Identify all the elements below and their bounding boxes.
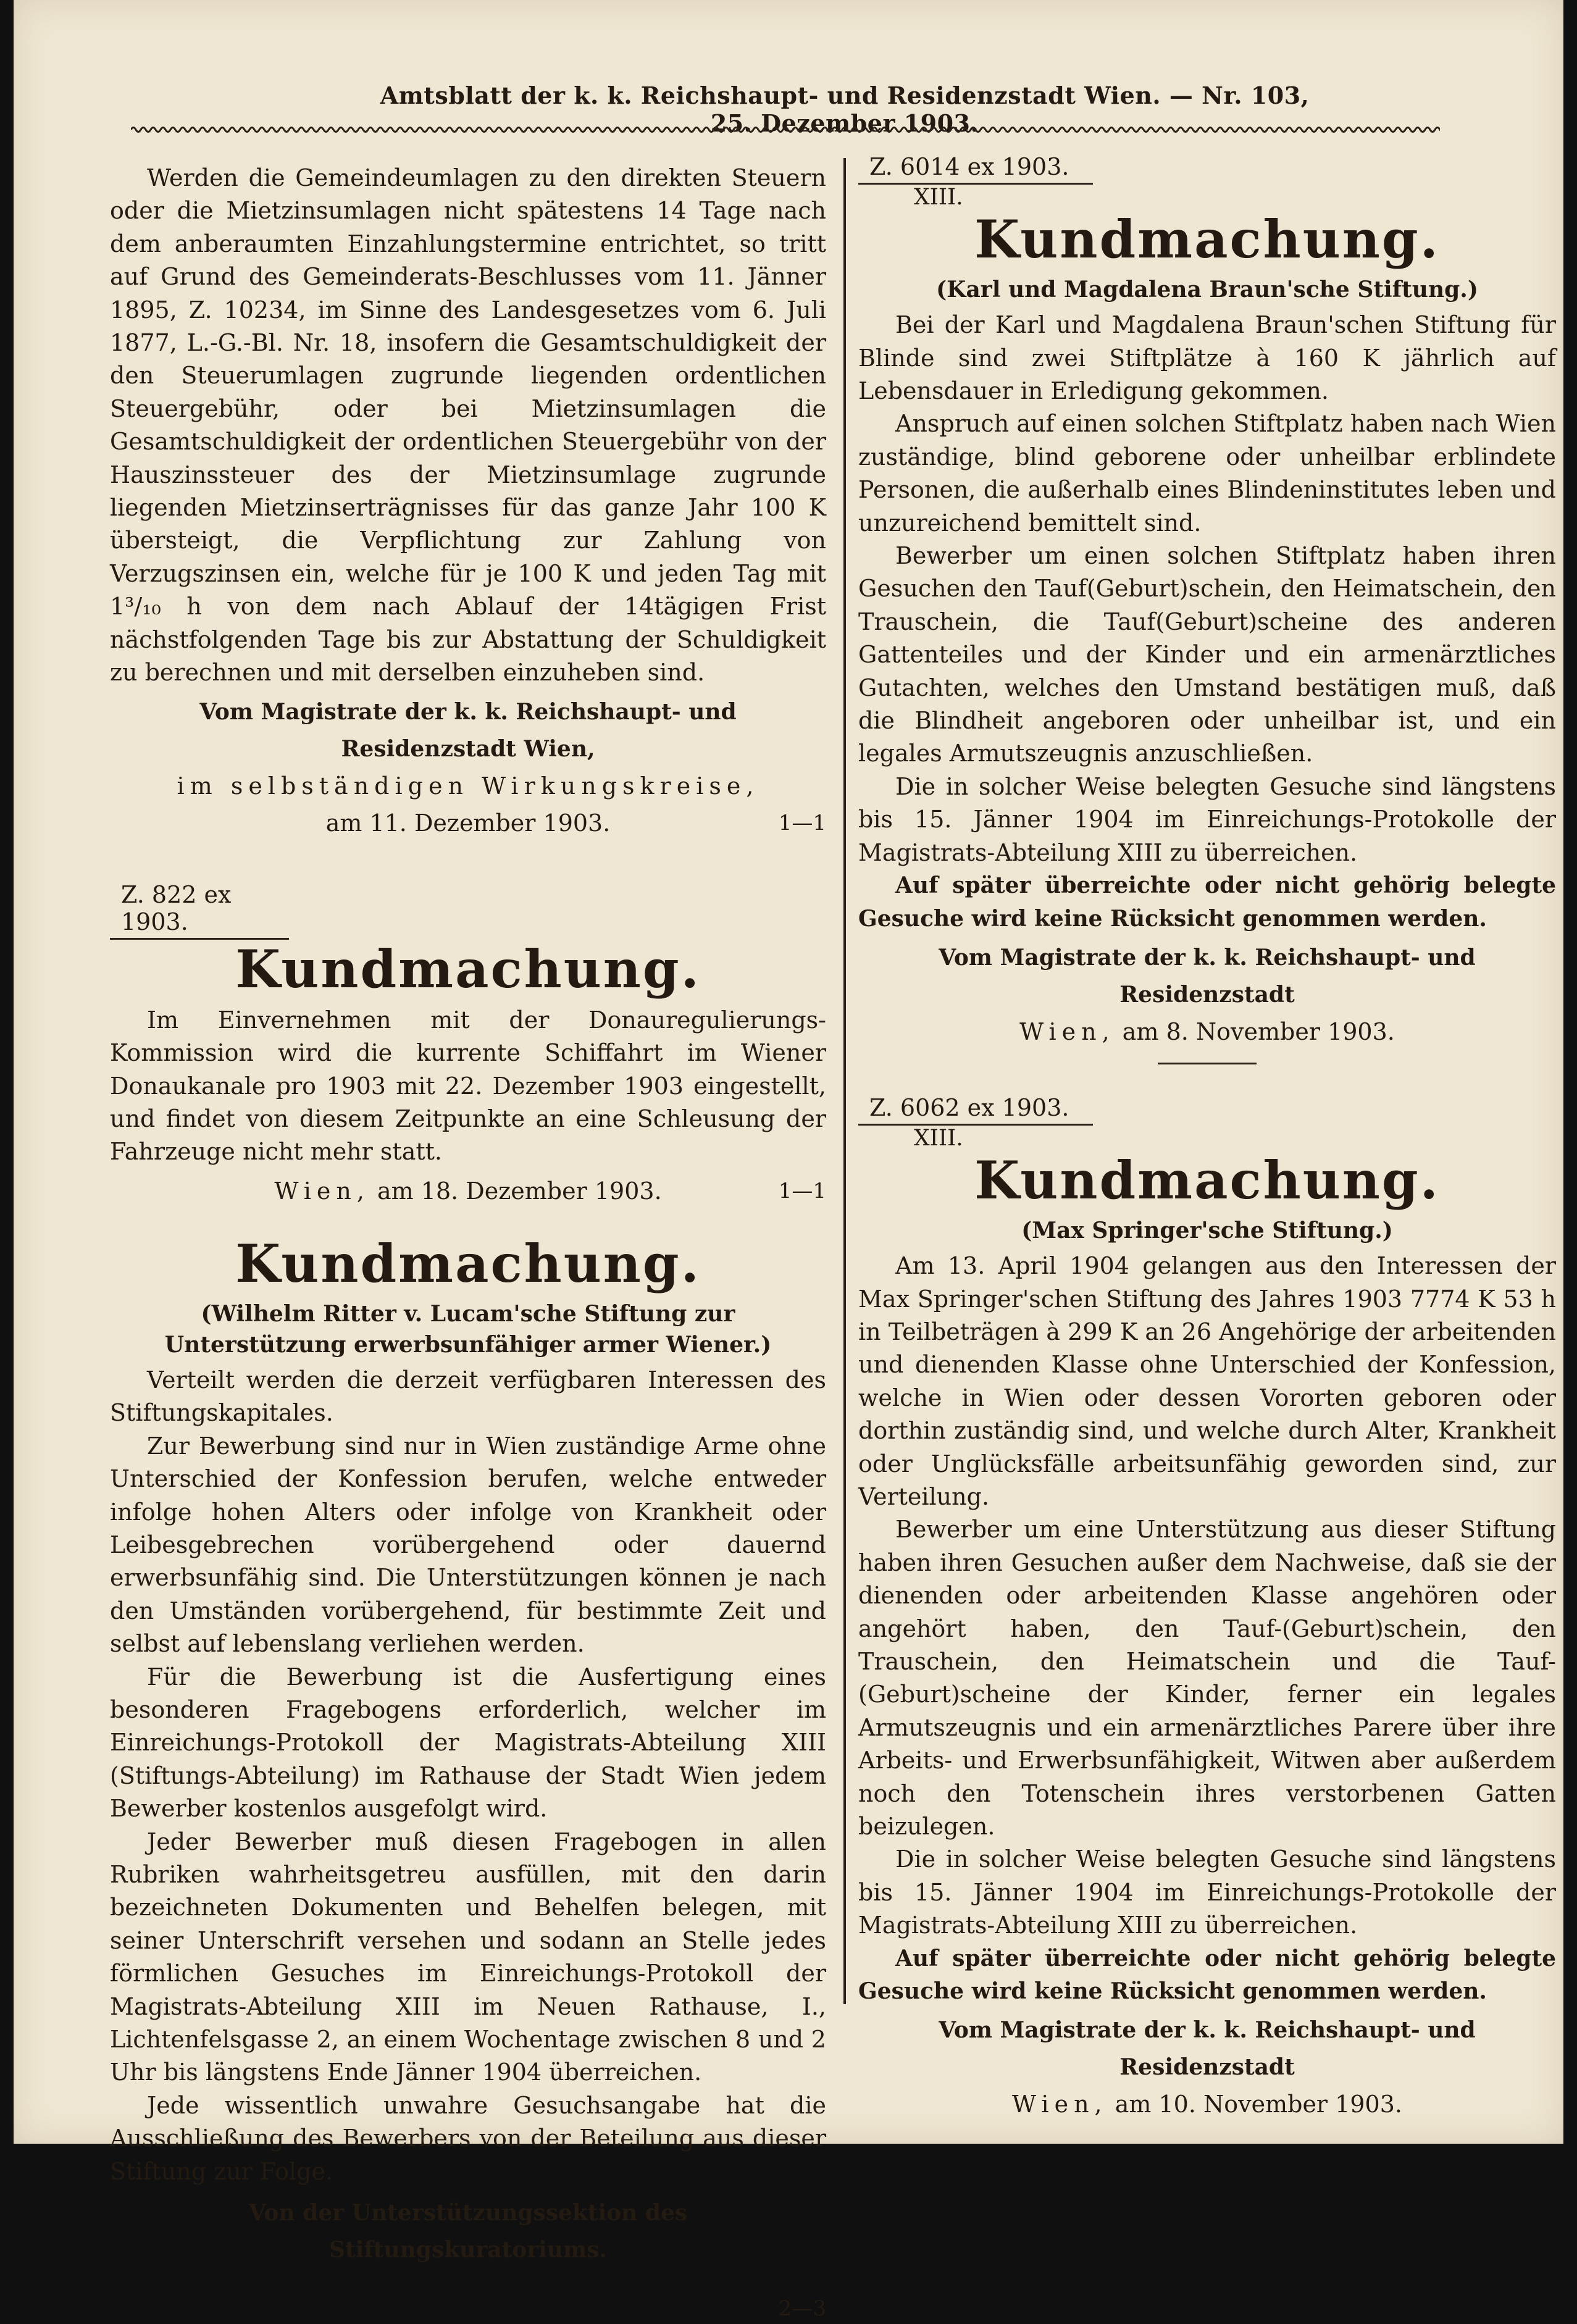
notice-paragraph: Werden die Gemeindeumlagen zu den direkten Steuern oder die Mietzinsumlagen nicht spätestens 14 Tage nach dem anberaumten Einzahlungstermine entrichtet, so tritt auf Grund des Gemeinderats-Beschlusses vom 11. Jänner 1895, Z. 10234, im Sinne des Landesgesetzes vom 6. Juli 1877, L.-G.-Bl. Nr. 18, insofern die Gesamtschuldigkeit der den Steuerumlagen zugrunde liegenden ordentlichen Steuergebühr, oder bei Mietzinsumlagen die Gesamtschuldigkeit der ordentlichen Steuergebühr von der Hauszinssteuer des der Mietzinsumlage zugrunde liegenden Mietzinserträgnisses für das ganze Jahr 100 K übersteigt, die Verpflichtung zur Zahlung von Verzugszinsen ein, welche für je 100 K und jeden Tag mit 1³/₁₀ h von dem nach Ablauf der 14tägigen Frist nächstfolgenden Tage bis zur Abstattung der Schuldigkeit zu berechnen und mit derselben einzuheben sind. [110, 164, 826, 687]
notice-date: am 18. Dezember 1903. [377, 1177, 662, 1205]
notice-reference: Z. 822 ex 1903. [110, 881, 289, 940]
notice-date: am 11. Dezember 1903. [325, 809, 611, 837]
notice-paragraph: Jeder Bewerber muß diesen Fragebogen in allen Rubriken wahrheitsgetreu ausfüllen, mit den darin bezeichneten Dokumenten und Behelfen belegen, mit seiner Unterschrift versehen und sodann an Stelle jedes förmlichen Gesuches im Einreichungs-Protokoll der Magistrats-Abteilung XIII im Neuen Rathause, I., Lichtenfelsgasse 2, an einem Wochentage zwischen 8 und 2 Uhr bis längstens Ende Jänner 1904 überreichen. [110, 1828, 826, 2086]
notice-paragraph: Am 13. April 1904 gelangen aus den Interessen der Max Springer'schen Stiftung des Jahres 1903 7774 K 53 h in Teilbeträgen à 299 K an 26 Angehörige der arbeitenden und dienenden Klasse ohne Unterschied der Konfession, welche in Wien oder dessen Vororten geboren oder dorthin zuständig sind, und welche durch Alter, Krankheit oder Unglücksfälle arbeitsunfähig geworden sind, zur Verteilung. [858, 1252, 1556, 1510]
notice-paragraph: Bewerber um einen solchen Stiftplatz haben ihren Gesuchen den Tauf(Geburt)schein, den Heimatschein, den Trauschein, die Tauf(Geburt)scheine des anderen Gattenteiles und der Kinder und ein armenärztliches Gutachten, welches den Umstand bestätigen muß, daß die Blindheit angeboren oder unheilbar ist, und ein legales Armutszeugnis anzuschließen. [858, 542, 1556, 767]
notice-bold-note: Auf später überreichte oder nicht gehörig belegte Gesuche wird keine Rücksicht genommen werden. [858, 1945, 1556, 2005]
notice-number: 1—1 [778, 1178, 826, 1203]
notice-place: Wien, [274, 1177, 370, 1205]
notice-number: 2—3 [778, 2296, 826, 2322]
notice-braun [858, 153, 1556, 1064]
notice-paragraph: Bei der Karl und Magdalena Braun'schen Stiftung für Blinde sind zwei Stiftplätze à 160 K jährlich auf Lebensdauer in Erledigung gekommen. [858, 311, 1556, 404]
notice-capacity: im selbständigen Wirkungskreise, [177, 772, 759, 800]
notice-paragraph: Bewerber um eine Unterstützung aus dieser Stiftung haben ihren Gesuchen außer dem Nachweise, daß sie der dienenden oder arbeitenden Klasse angehören oder angehört haben, den Tauf-(Geburt)schein, den Trauschein, den Heimatschein und die Tauf-(Geburt)scheine der Kinder, ferner ein legales Armutszeugnis und ein armenärztliches Parere über ihre Arbeits- und Erwerbsunfähigkeit, Witwen aber außerdem noch den Totenschein ihres verstorbenen Gatten beizulegen. [858, 1516, 1556, 1840]
notice-signature: Vom Magistrate der k. k. Reichshaupt- und Residenzstadt Wien, [199, 698, 737, 762]
notice-place: Wien, [1019, 1018, 1115, 1045]
right-column [858, 153, 1556, 2123]
notice-subtitle: (Karl und Magdalena Braun'sche Stiftung.) [936, 277, 1478, 303]
notice-date-line [110, 1172, 826, 1210]
notice-subtitle: (Wilhelm Ritter v. Lucam'sche Stiftung zur Unterstützung erwerbsunfähiger armer Wiener.) [164, 1300, 772, 1358]
notice-title: Kundmachung. [235, 1232, 701, 1294]
page-header: Amtsblatt der k. k. Reichshaupt- und Residenzstadt Wien. — Nr. 103, 25. Dezember 1903. [380, 82, 1310, 137]
notice-signature: Von der Unterstützungssektion des Stiftungskuratoriums. [248, 2200, 688, 2263]
notice-lucam [110, 1232, 826, 2324]
wavy-divider [131, 123, 1440, 136]
notice-title: Kundmachung. [974, 209, 1440, 270]
notice-paragraph: Im Einvernehmen mit der Donauregulierungs-Kommission wird die kurrente Schiffahrt im Wiener Donaukanale pro 1903 mit 22. Dezember 1903 eingestellt, und findet von diesem Zeitpunkte an eine Schleusung der Fahrzeuge nicht mehr statt. [110, 1006, 826, 1166]
notice-danube [110, 881, 826, 1210]
notice-bold-note: Auf später überreichte oder nicht gehörig belegte Gesuche wird keine Rücksicht genommen werden. [858, 872, 1556, 932]
notice-title: Kundmachung. [974, 1149, 1440, 1211]
notice-subtitle: (Max Springer'sche Stiftung.) [1021, 1218, 1393, 1244]
notice-signature: Vom Magistrate der k. k. Reichshaupt- und Residenzstadt [939, 2017, 1476, 2081]
notice-signature: Vom Magistrate der k. k. Reichshaupt- und Residenzstadt [939, 944, 1476, 1008]
notice-date: am 8. November 1903. [1122, 1018, 1395, 1045]
short-separator [1158, 1063, 1257, 1064]
notice-date-line [110, 805, 826, 842]
left-column [110, 162, 826, 2324]
notice-paragraph: Verteilt werden die derzeit verfügbaren Interessen des Stiftungskapitales. [110, 1366, 826, 1427]
notice-springer [858, 1094, 1556, 2123]
notice-number: 1—1 [778, 810, 826, 835]
notice-paragraph: Zur Bewerbung sind nur in Wien zuständige Arme ohne Unterschied der Konfession berufen, welche entweder infolge hohen Alters oder infolge von Krankheit oder Leibesgebrechen vorübergehend oder dauernd erwerbsunfähig sind. Die Unterstützungen können je nach den Umständen vorübergehend, für bestimmte Zeit und selbst auf lebenslang verliehen werden. [110, 1432, 826, 1658]
notice-title: Kundmachung. [235, 938, 701, 1000]
notice-paragraph: Die in solcher Weise belegten Gesuche sind längstens bis 15. Jänner 1904 im Einreichungs-Protokolle der Magistrats-Abteilung XIII zu überreichen. [858, 772, 1556, 866]
notice-place: Wien, [1012, 2091, 1108, 2118]
notice-paragraph: Die in solcher Weise belegten Gesuche sind längstens bis 15. Jänner 1904 im Einreichungs-Protokolle der Magistrats-Abteilung XIII zu überreichen. [858, 1845, 1556, 1939]
notice-reference: Z. 6062 ex 1903. [858, 1094, 1093, 1126]
notice-reference: Z. 6014 ex 1903. [858, 153, 1093, 185]
notice-department: XIII. [914, 1125, 963, 1151]
notice-date-line [858, 2086, 1556, 2123]
newspaper-page [14, 0, 1563, 2322]
column-divider [843, 158, 846, 2004]
notice-date-line [858, 1013, 1556, 1050]
notice-date: am 10. November 1903. [1115, 2091, 1402, 2118]
notice-paragraph: Jede wissentlich unwahre Gesuchsangabe hat die Ausschließung des Bewerbers von der Beteilung aus dieser Stiftung zur Folge. [110, 2091, 826, 2185]
notice-department: XIII. [914, 185, 963, 210]
notice-interest [110, 162, 826, 842]
notice-paragraph: Anspruch auf einen solchen Stiftplatz haben nach Wien zuständige, blind geborene oder unheilbar erblindete Personen, die außerhalb eines Blindeninstitutes leben und unzureichend bemittelt sind. [858, 410, 1556, 537]
notice-paragraph: Für die Bewerbung ist die Ausfertigung eines besonderen Fragebogens erforderlich, welcher im Einreichungs-Protokoll der Magistrats-Abteilung XIII (Stiftungs-Abteilung) im Rathause der Stadt Wien jedem Bewerber kostenlos ausgefolgt wird. [110, 1663, 826, 1823]
